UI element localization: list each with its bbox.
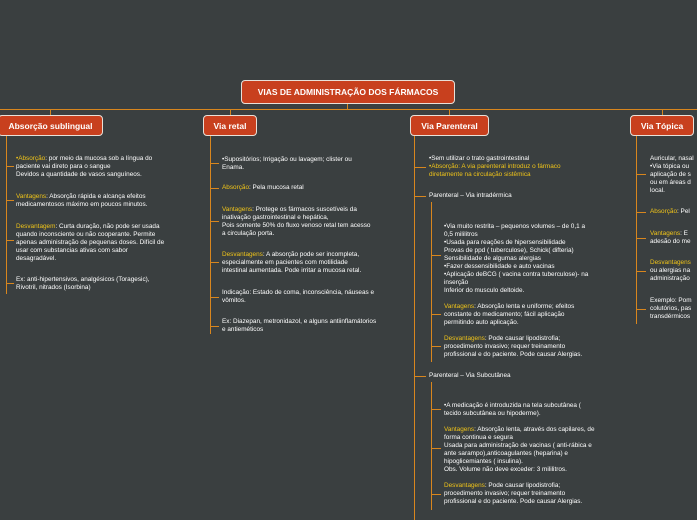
subcutanea-vantagens-line4: ante sarampo),anticoagulantes (heparina) e	[444, 450, 568, 457]
sublingual-vantagens-value: : Absorção rápida e alcança efeitos	[46, 193, 146, 200]
subcutanea-vantagens-line5: hipoglicemiantes ( insulina).	[444, 458, 523, 465]
retal-supositorios-line2: Enama.	[222, 164, 245, 171]
tick-intradermica-2	[431, 314, 441, 315]
retal-indicacao-line1: Indicação: Estado de coma, inconsciência, náuseas e	[222, 289, 375, 296]
subcutanea-details	[444, 402, 581, 418]
topica-desvantagens-line3: administração	[650, 275, 690, 282]
retal-absorcao-key: Absorção	[222, 184, 249, 191]
tick-sublingual-2	[6, 200, 14, 201]
subcutanea-desvantagens-key: Desvantagens	[444, 482, 485, 489]
subcutanea-title-text: Parenteral – Via Subcutânea	[429, 372, 511, 379]
tick-topica-3	[636, 238, 646, 239]
subcutanea-desvantagens-value: : Pode causar lipodistrofia;	[484, 482, 561, 489]
tick-topica-1	[636, 174, 646, 175]
subcutanea-desvantagens	[444, 482, 582, 506]
node-topica[interactable]	[630, 115, 694, 136]
subcutanea-line1: •A medicação é introduzida na tela subcutânea (	[444, 402, 581, 409]
intradermica-line4: Provas de ppd ( tuberculose), Schick( difteria)	[444, 247, 574, 254]
retal-indicacao-line2: vômitos.	[222, 297, 246, 304]
topica-absorcao	[650, 208, 690, 216]
main-horizontal-connector	[0, 109, 697, 110]
subbranch-line-intradermica	[431, 202, 432, 362]
sublingual-desvantagem-line2: quando inconsciente ou não cooperante. Permite	[16, 231, 156, 238]
retal-vantagens-line2: inativação gastrointestinal e hepática,	[222, 214, 329, 221]
retal-absorcao	[222, 184, 304, 192]
branch-line-sublingual	[6, 136, 7, 294]
intradermica-details	[444, 223, 588, 295]
subcutanea-desvantagens-line3: profissional e do paciente. Pode causar Alergias.	[444, 498, 583, 505]
topica-intro-line3: aplicação de s	[650, 171, 691, 178]
topica-desvantagens-line2: ou alergias na	[650, 267, 691, 274]
intradermica-title-text: Parenteral – Via intradérmica	[429, 192, 512, 199]
tick-retal-5	[210, 297, 219, 298]
intradermica-line1: •Via muito restrita – pequenos volumes – de 0,1 a	[444, 223, 586, 230]
branch-line-retal	[210, 136, 211, 334]
intradermica-vantagens	[444, 303, 574, 327]
topica-exemplo	[650, 297, 692, 321]
tick-intradermica-1	[431, 255, 441, 256]
subcutanea-vantagens	[444, 426, 595, 474]
topica-vantagens	[650, 230, 691, 246]
intradermica-line9: Inferior do musculo deltoide.	[444, 287, 525, 294]
tick-parenteral-3	[414, 376, 426, 377]
topica-intro-line2: •Via tópica ou	[650, 163, 690, 170]
topica-vantagens-key: Vantagens	[650, 230, 681, 237]
parenteral-intro-line2: •Absorção: A via parenteral introduz o fármaco	[429, 163, 561, 170]
node-parenteral-title: Via Parenteral	[421, 120, 478, 131]
sublingual-absorcao	[16, 155, 152, 179]
tick-subcutanea-3	[431, 494, 441, 495]
retal-exemplos	[222, 318, 376, 334]
topica-vantagens-line2: adesão do me	[650, 238, 691, 245]
subcutanea-vantagens-key: Vantagens	[444, 426, 475, 433]
tick-topica-2	[636, 212, 646, 213]
retal-vantagens	[222, 206, 371, 238]
topica-desvantagens-key: Desvantagens	[650, 259, 691, 266]
intradermica-line8: inserção	[444, 279, 469, 286]
intradermica-desvantagens-line2: procedimento invasivo; requer treinamento	[444, 343, 566, 350]
intradermica-desvantagens-value: : Pode causar lipodistrofia;	[484, 335, 561, 342]
sublingual-desvantagem-key: Desvantagem	[16, 223, 56, 230]
node-retal-title: Via retal	[213, 120, 247, 131]
sublingual-vantagens-line2: medicamentosos máximo em poucos minutos.	[16, 201, 148, 208]
sublingual-exemplos-line1: Ex: anti-hipertensivos, analgésicos (Toragesic),	[16, 276, 150, 283]
topica-absorcao-value: : Pel	[677, 208, 690, 215]
sublingual-absorcao-line3: Devidos a quantidade de vasos sanguíneos.	[16, 171, 142, 178]
topica-intro-line1: Auricular, nasal	[650, 155, 694, 162]
tick-sublingual-3	[6, 240, 14, 241]
sublingual-vantagens-key: Vantagens	[16, 193, 47, 200]
retal-supositorios	[222, 156, 352, 172]
retal-indicacao	[222, 289, 374, 305]
retal-vantagens-line4: a circulação porta.	[222, 230, 275, 237]
retal-desvantagens-key: Desvantagens	[222, 251, 263, 258]
retal-vantagens-value: : Protege os fármacos suscetíveis da	[252, 206, 357, 213]
sublingual-desvantagem-line5: desagradável.	[16, 255, 57, 262]
intradermica-line5: Sensibilidade de algumas alergias	[444, 255, 541, 262]
topica-vantagens-value: : E	[680, 230, 688, 237]
intradermica-vantagens-line2: constante do medicamento; fácil aplicação	[444, 311, 565, 318]
tick-retal-4	[210, 262, 219, 263]
parenteral-subcutanea-title	[429, 372, 511, 380]
intradermica-desvantagens	[444, 335, 582, 359]
parenteral-intro-line1: •Sem utilizar o trato gastrointestinal	[429, 155, 530, 162]
tick-retal-6	[210, 326, 219, 327]
tick-subcutanea-2	[431, 448, 441, 449]
retal-exemplos-line2: e antieméticos	[222, 326, 264, 333]
intradermica-line2: 0,5 mililitros	[444, 231, 478, 238]
topica-exemplo-line2: colutórios, pas	[650, 305, 692, 312]
tick-topica-4	[636, 271, 646, 272]
parenteral-intro	[429, 155, 561, 179]
intradermica-line6: •Fazer dessensibilidade e auto vacinas	[444, 263, 555, 270]
retal-desvantagens-line3: intestinal aumentada. Pode irritar a mucosa retal.	[222, 267, 362, 274]
retal-vantagens-key: Vantagens	[222, 206, 253, 213]
topica-intro	[650, 155, 694, 195]
intradermica-vantagens-value: : Absorção lenta e uniforme; efeitos	[474, 303, 575, 310]
topica-intro-line5: local.	[650, 187, 665, 194]
sublingual-absorcao-line2: paciente vai direto para o sangue	[16, 163, 111, 170]
retal-vantagens-line3: Pois somente 50% do fluxo venoso retal tem acesso	[222, 222, 371, 229]
root-title: VIAS DE ADMINISTRAÇÃO DOS FÁRMACOS	[257, 87, 439, 97]
subcutanea-vantagens-value: : Absorção lenta, através dos capilares, de	[474, 426, 595, 433]
root-node[interactable]	[241, 80, 455, 104]
retal-supositorios-line1: •Supositórios; Irrigação ou lavagem; clister ou	[222, 156, 352, 163]
node-sublingual[interactable]	[0, 115, 103, 136]
sublingual-absorcao-key: •Absorção	[16, 155, 46, 162]
retal-desvantagens-value: : A absorção pode ser incompleta,	[262, 251, 360, 258]
tick-retal-1	[210, 163, 219, 164]
branch-line-topica	[636, 136, 637, 324]
subcutanea-vantagens-line3: Usada para administração de vacinas ( anti-rábica e	[444, 442, 592, 449]
subcutanea-vantagens-line2: forma continua e segura	[444, 434, 513, 441]
intradermica-vantagens-line3: permitindo auto aplicação.	[444, 319, 519, 326]
sublingual-desvantagem	[16, 223, 164, 263]
tick-parenteral-1	[414, 167, 426, 168]
intradermica-line7: •Aplicação deBCG ( vacina contra tuberculose)- na	[444, 271, 589, 278]
node-parenteral[interactable]	[410, 115, 489, 136]
sublingual-exemplos	[16, 276, 150, 292]
parenteral-intradermica-title	[429, 192, 512, 200]
tick-parenteral-2	[414, 196, 426, 197]
intradermica-vantagens-key: Vantagens	[444, 303, 475, 310]
intradermica-desvantagens-key: Desvantagens	[444, 335, 485, 342]
branch-line-parenteral	[414, 136, 415, 520]
tick-retal-3	[210, 221, 219, 222]
tick-topica-5	[636, 309, 646, 310]
tick-sublingual-4	[6, 283, 14, 284]
subcutanea-line2: tecido subcutânea ou hipoderme).	[444, 410, 541, 417]
sublingual-vantagens	[16, 193, 147, 209]
sublingual-exemplos-line2: Rivotril, nitrados (Isorbina)	[16, 284, 91, 291]
intradermica-line3: •Usada para reações de hipersensibilidade	[444, 239, 566, 246]
sublingual-desvantagem-line4: usar com substancias ativas com sabor	[16, 247, 128, 254]
intradermica-desvantagens-line3: profissional e do paciente. Pode causar Alergias.	[444, 351, 583, 358]
subcutanea-vantagens-line6: Obs. Volume não deve exceder: 3 mililitros.	[444, 466, 567, 473]
sublingual-absorcao-value: : por meio da mucosa sob a língua do	[45, 155, 153, 162]
node-sublingual-title: Absorção sublingual	[8, 120, 93, 131]
topica-absorcao-key: Absorção	[650, 208, 677, 215]
sublingual-desvantagem-value: : Curta duração, não pode ser usada	[55, 223, 160, 230]
sublingual-desvantagem-line3: apenas administração de pequenas doses. Difícil de	[16, 239, 165, 246]
retal-desvantagens-line2: especialmente em pacientes com motilidade	[222, 259, 348, 266]
subbranch-line-subcutanea	[431, 382, 432, 510]
node-topica-title: Via Tópica	[640, 120, 684, 131]
topica-exemplo-line1: Exemplo: Pom	[650, 297, 692, 304]
tick-sublingual-1	[6, 166, 14, 167]
retal-absorcao-value: : Pela mucosa retal	[249, 184, 304, 191]
tick-retal-2	[210, 188, 219, 189]
parenteral-intro-line3: diretamente na circulação sistêmica	[429, 171, 531, 178]
tick-subcutanea-1	[431, 409, 441, 410]
retal-desvantagens	[222, 251, 361, 275]
topica-exemplo-line3: transdérmicos	[650, 313, 691, 320]
retal-exemplos-line1: Ex: Diazepan, metronidazol, e alguns antiinflamátorios	[222, 318, 377, 325]
node-retal[interactable]	[203, 115, 257, 136]
tick-intradermica-3	[431, 346, 441, 347]
subcutanea-desvantagens-line2: procedimento invasivo; requer treinamento	[444, 490, 566, 497]
topica-intro-line4: ou em áreas d	[650, 179, 691, 186]
topica-desvantagens	[650, 259, 691, 283]
